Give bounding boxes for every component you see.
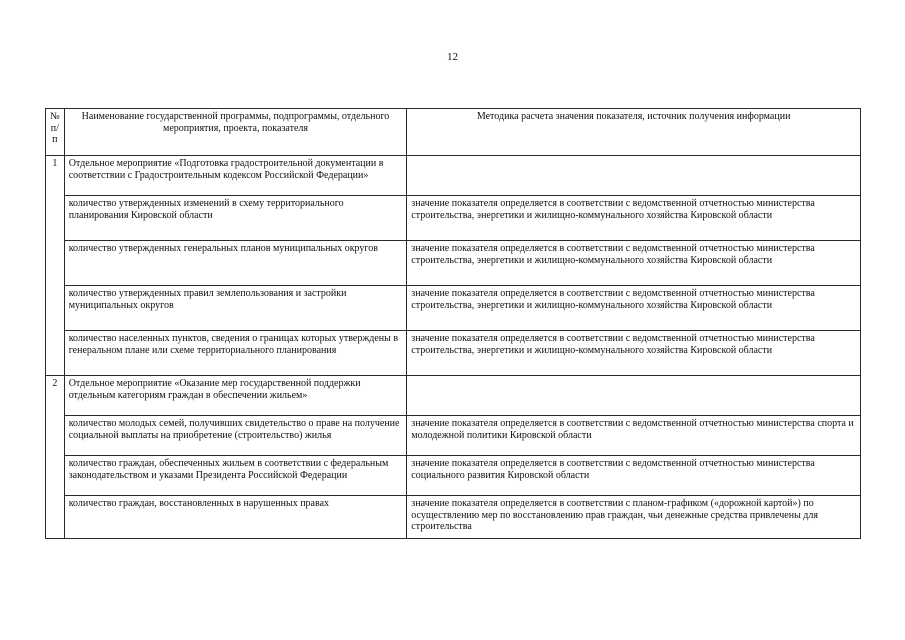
section-row	[46, 376, 861, 416]
section-number: 1	[46, 156, 65, 376]
indicator-name: количество граждан, восстановленных в нарушенных правах	[64, 496, 407, 539]
indicator-row	[46, 456, 861, 496]
indicator-method: значение показателя определяется в соответствии с ведомственной отчетностью министерства строительства, энергетики и жилищно-коммунального хозяйства Кировской области	[407, 241, 861, 286]
indicator-method: значение показателя определяется в соответствии с ведомственной отчетностью министерства строительства, энергетики и жилищно-коммунального хозяйства Кировской области	[407, 196, 861, 241]
section-method-empty	[407, 156, 861, 196]
indicator-row	[46, 196, 861, 241]
indicator-row	[46, 331, 861, 376]
section-title: Отдельное мероприятие «Оказание мер государственной поддержки отдельным категориям граждан в обеспечении жильем»	[64, 376, 407, 416]
section-method-empty	[407, 376, 861, 416]
header-num: № п/п	[46, 109, 65, 156]
indicator-method: значение показателя определяется в соответствии с ведомственной отчетностью министерства социального развития Кировской области	[407, 456, 861, 496]
indicator-row	[46, 416, 861, 456]
indicator-name: количество утвержденных правил землепользования и застройки муниципальных округов	[64, 286, 407, 331]
section-row	[46, 156, 861, 196]
indicator-name: количество утвержденных изменений в схему территориального планирования Кировской области	[64, 196, 407, 241]
header-method: Методика расчета значения показателя, источник получения информации	[407, 109, 861, 156]
indicator-name: количество населенных пунктов, сведения о границах которых утверждены в генеральном плане или схеме территориального планирования	[64, 331, 407, 376]
section-number: 2	[46, 376, 65, 539]
indicators-table	[45, 108, 861, 539]
indicator-method: значение показателя определяется в соответствии с ведомственной отчетностью министерства строительства, энергетики и жилищно-коммунального хозяйства Кировской области	[407, 286, 861, 331]
indicator-method: значение показателя определяется в соответствии с планом-графиком («дорожной картой») по осуществлению мер по восстановлению прав граждан, чьи денежные средства привлечены для строительства	[407, 496, 861, 539]
indicator-method: значение показателя определяется в соответствии с ведомственной отчетностью министерства строительства, энергетики и жилищно-коммунального хозяйства Кировской области	[407, 331, 861, 376]
header-name: Наименование государственной программы, подпрограммы, отдельного мероприятия, проекта, показателя	[64, 109, 407, 156]
indicator-method: значение показателя определяется в соответствии с ведомственной отчетностью министерства спорта и молодежной политики Кировской области	[407, 416, 861, 456]
table-header-row	[46, 109, 861, 156]
indicator-name: количество граждан, обеспеченных жильем в соответствии с федеральным законодательством и указами Президента Российской Федерации	[64, 456, 407, 496]
page-number: 12	[447, 51, 458, 63]
indicator-row	[46, 241, 861, 286]
indicator-name: количество молодых семей, получивших свидетельство о праве на получение социальной выплаты на приобретение (строительство) жилья	[64, 416, 407, 456]
indicator-name: количество утвержденных генеральных планов муниципальных округов	[64, 241, 407, 286]
indicator-row	[46, 286, 861, 331]
section-title: Отдельное мероприятие «Подготовка градостроительной документации в соответствии с Градостроительным кодексом Российской Федерации»	[64, 156, 407, 196]
indicator-row	[46, 496, 861, 539]
